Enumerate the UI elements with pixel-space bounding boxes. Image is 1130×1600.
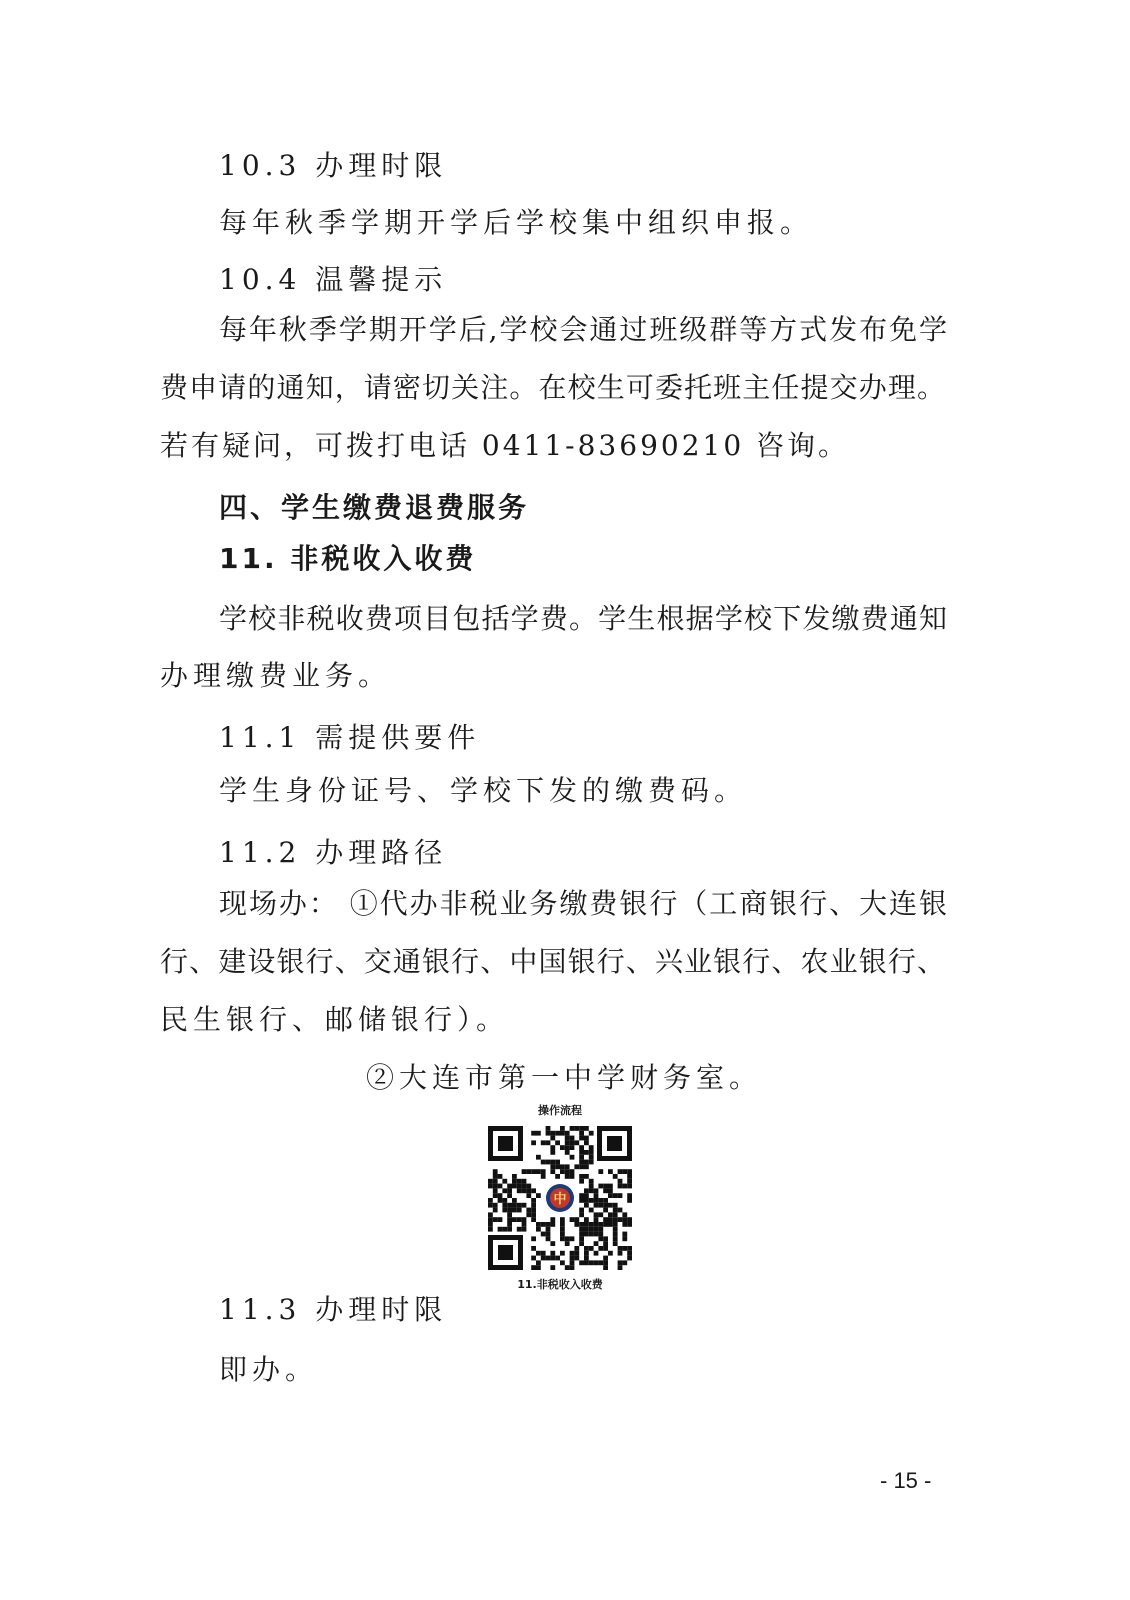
section-11-3-body: 即办。 <box>219 1353 319 1386</box>
qr-finder-top-left <box>488 1126 523 1161</box>
section-11-2-paragraph-line-2: 行、建设银行、交通银行、中国银行、兴业银行、农业银行、 <box>160 945 945 978</box>
section-4-heading: 四、学生缴费退费服务 <box>219 491 530 524</box>
section-11-heading: 11. 非税收入收费 <box>219 542 477 575</box>
qr-finder-top-right <box>597 1126 632 1161</box>
section-11-3-title: 11.3 办理时限 <box>219 1293 448 1326</box>
section-10-4-paragraph-line-1: 每年秋季学期开学后,学校会通过班级群等方式发布免学 <box>219 313 947 346</box>
qr-caption-top: 操作流程 <box>538 1104 582 1117</box>
section-11-paragraph-line-1: 学校非税收费项目包括学费。学生根据学校下发缴费通知 <box>219 602 947 635</box>
section-11-2-paragraph-line-1: 现场办： ①代办非税业务缴费银行（工商银行、大连银 <box>219 887 947 920</box>
section-11-2-paragraph-line-4: ②大连市第一中学财务室。 <box>366 1061 763 1094</box>
qr-code-image <box>488 1126 632 1270</box>
section-10-4-title: 10.4 温馨提示 <box>219 263 448 296</box>
section-10-3-title: 10.3 办理时限 <box>219 149 448 182</box>
qr-finder-bottom-left <box>488 1235 523 1270</box>
section-11-paragraph-line-2: 办理缴费业务。 <box>160 659 392 692</box>
section-11-2-title: 11.2 办理路径 <box>219 836 448 869</box>
school-logo-glyph: 中 <box>553 1192 567 1207</box>
section-10-4-paragraph-line-2: 费申请的通知，请密切关注。在校生可委托班主任提交办理。 <box>160 371 945 404</box>
qr-caption-bottom: 11.非税收入收费 <box>517 1278 603 1291</box>
section-10-3-body: 每年秋季学期开学后学校集中组织申报。 <box>219 206 814 239</box>
section-11-1-title: 11.1 需提供要件 <box>219 721 481 754</box>
page-number: - 15 - <box>880 1468 932 1493</box>
section-11-1-body: 学生身份证号、学校下发的缴费码。 <box>219 774 748 807</box>
section-10-4-paragraph-line-3: 若有疑问，可拨打电话 0411-83690210 咨询。 <box>160 429 850 462</box>
section-11-2-paragraph-line-3: 民生银行、邮储银行）。 <box>160 1003 510 1036</box>
